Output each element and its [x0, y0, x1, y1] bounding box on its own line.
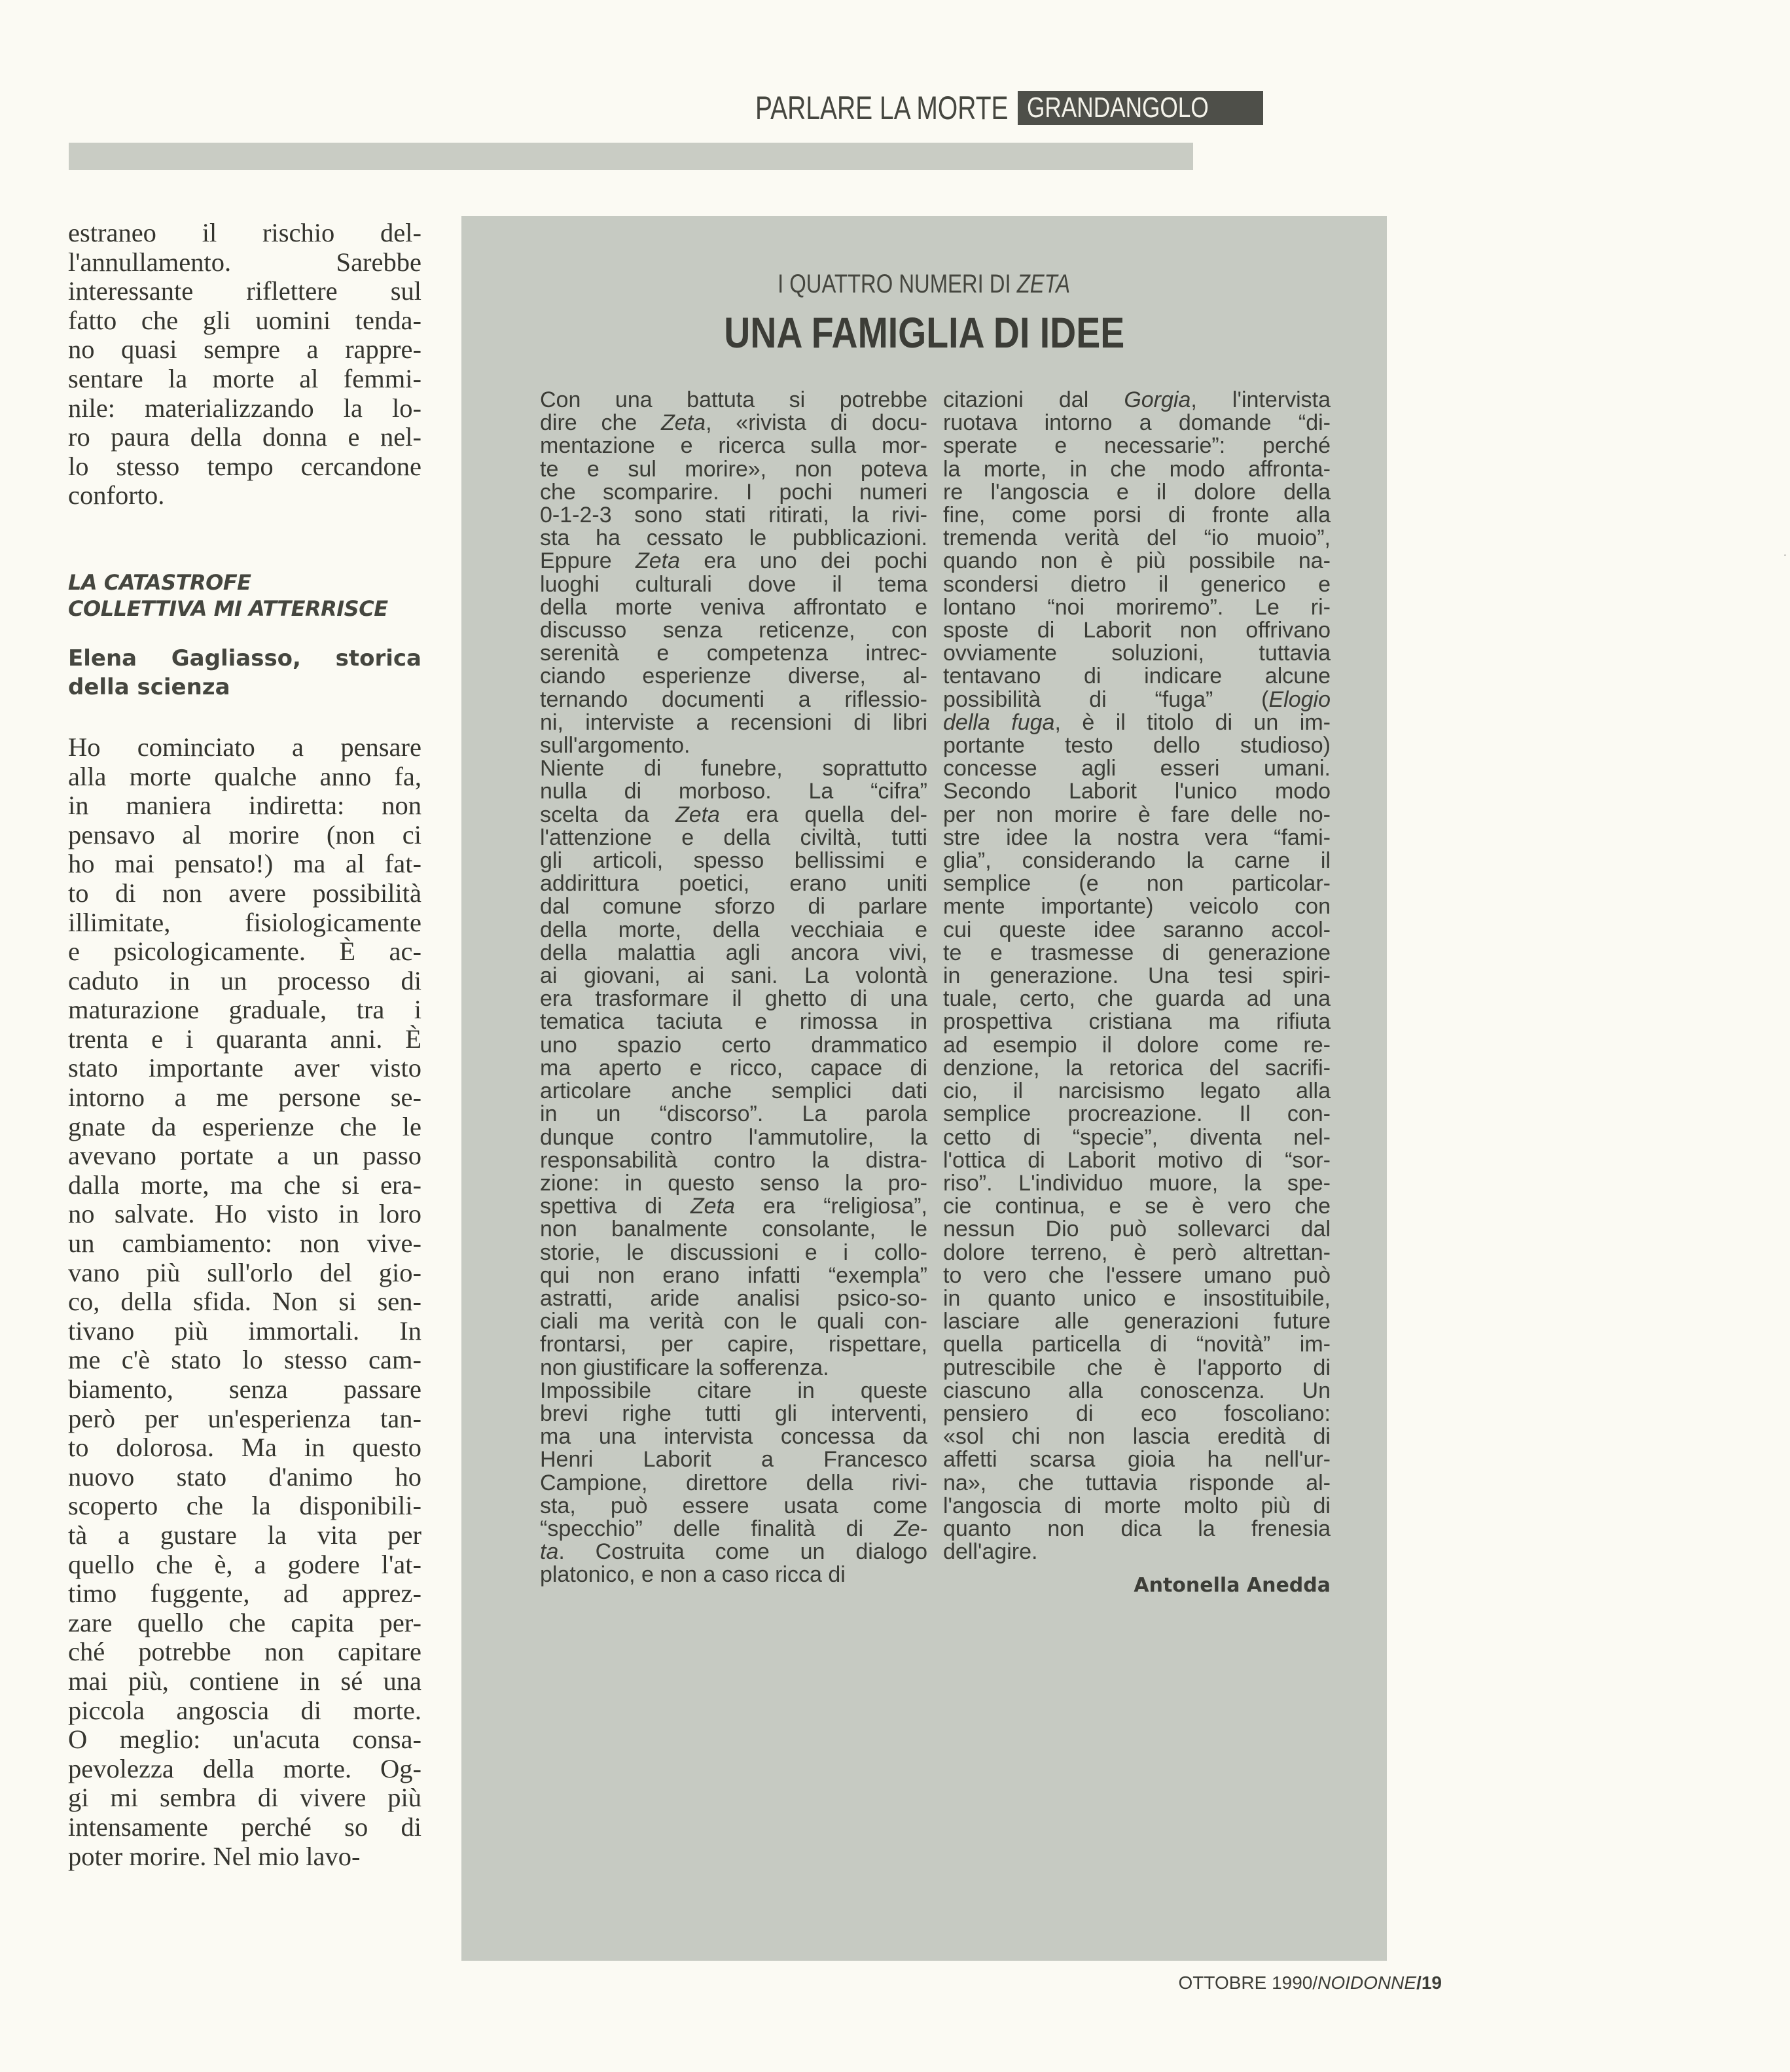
text-line: platonico, e non a caso ricca di [540, 1562, 846, 1588]
text-line: sta ha cessato le pubblicazioni. [540, 526, 927, 551]
text-line: gli articoli, spesso bellissimi e [540, 848, 927, 874]
box-column-2 [943, 389, 1331, 1598]
section-title: PARLARE LA MORTE [755, 90, 1009, 126]
intro-paragraph [68, 219, 421, 510]
text-line: biamento, senza passare [68, 1374, 421, 1404]
text-line: l'ottica di Laborit motivo di “sor- [943, 1147, 1331, 1173]
text-line: mente importante) veicolo con [943, 894, 1331, 920]
text-line: tematica taciuta e rimossa in [540, 1009, 927, 1035]
text-line: avevano portate a un passo [68, 1141, 421, 1171]
text-line: poter morire. Nel mio lavo- [68, 1841, 361, 1871]
text-line: O meglio: un'acuta consa- [68, 1724, 421, 1755]
text-line: quella particella di “novità” im- [943, 1332, 1331, 1357]
text-line: illimitate, fisiologicamente [68, 907, 421, 937]
text-line: scelta da Zeta era quella del- [540, 802, 928, 827]
text-line: per non morire è fare delle no- [943, 802, 1331, 827]
text-line: addirittura poetici, erano uniti [540, 871, 927, 897]
text-line: in generazione. Una tesi spiri- [943, 963, 1331, 989]
text-line: della malattia agli ancora vivi, [540, 940, 927, 965]
text-line: “specchio” delle finalità di Ze- [540, 1516, 927, 1541]
text-line: possibilità di “fuga” (Elogio [943, 687, 1331, 712]
main-article-column [68, 219, 421, 1871]
text-line: articolare anche semplici dati [540, 1079, 927, 1104]
text-line: ovviamente soluzioni, tuttavia [943, 641, 1331, 666]
body-paragraph [68, 733, 421, 1871]
text-line: un cambiamento: non vive- [68, 1228, 421, 1259]
section-tag [1018, 91, 1263, 125]
text-line: tà a gustare la vita per [68, 1520, 421, 1550]
text-line: te e sul morire», non poteva [540, 456, 927, 482]
text-line: gi mi sembra di vivere più [68, 1783, 421, 1813]
text-line: in quanto unico e insostituibile, [943, 1285, 1331, 1311]
text-line: lasciare alle generazioni future [943, 1309, 1331, 1334]
text-line: portante testo dello studioso) [943, 733, 1331, 759]
box-kicker: I QUATTRO NUMERI DI ZETA [778, 270, 1071, 298]
text-line: luoghi culturali dove il tema [540, 571, 927, 597]
text-line: dolore terreno, è però altrettan- [943, 1240, 1331, 1265]
text-line: non giustificare la sofferenza. [540, 1355, 829, 1380]
text-line: astratti, aride analisi psico-so- [540, 1285, 927, 1311]
text-line: cetto di “specie”, diventa nel- [943, 1124, 1331, 1150]
text-line: concesse agli esseri umani. [943, 756, 1331, 781]
text-line: nessun Dio può sollevarci dal [943, 1217, 1331, 1242]
text-line: l'angoscia di morte molto più di [943, 1493, 1331, 1518]
footer-magazine: NOIDONNE [1317, 1973, 1417, 1993]
text-line: ma una intervista concessa da [540, 1424, 927, 1450]
text-line: no quasi sempre a rappre- [68, 334, 421, 365]
text-line: nuovo stato d'animo ho [68, 1461, 421, 1491]
text-line: che scomparire. I pochi numeri [540, 479, 927, 505]
footer-page-number: /19 [1416, 1973, 1442, 1993]
text-line: brevi righe tutti gli interventi, [540, 1401, 927, 1426]
box-title-text: UNA FAMIGLIA DI IDEE [724, 308, 1124, 357]
text-line: Eppure Zeta era uno dei pochi [540, 548, 927, 574]
text-line: sentare la morte al femmi- [68, 363, 421, 393]
text-line: ternando documenti a riflessio- [540, 687, 927, 712]
text-line: quanto non dica la frenesia [943, 1516, 1331, 1541]
text-line: «sol chi non lascia eredità di [943, 1424, 1331, 1450]
decorative-band [69, 143, 1193, 170]
text-line: della morte veniva affrontato e [540, 594, 927, 620]
text-line: intorno a me persone se- [68, 1082, 421, 1113]
page-footer [1178, 1973, 1442, 1993]
text-line: me c'è stato lo stesso cam- [68, 1345, 421, 1375]
text-line: ni, interviste a recensioni di libri [540, 709, 927, 735]
text-line: intensamente perché so di [68, 1812, 421, 1842]
text-line: estraneo il rischio del- [68, 218, 421, 247]
text-line: caduto in un processo di [68, 965, 421, 995]
text-line: cui queste idee saranno accol- [943, 917, 1331, 942]
text-line: ciando esperienze diverse, al- [540, 664, 927, 689]
author-signature: Antonella Anedda [1134, 1574, 1331, 1598]
text-line: co, della sfida. Non si sen- [68, 1287, 421, 1317]
text-line: mai più, contiene in sé una [68, 1666, 421, 1696]
text-line: però per un'esperienza tan- [68, 1403, 421, 1433]
text-line: sta, può essere usata come [540, 1493, 927, 1518]
text-line: ché potrebbe non capitare [68, 1637, 421, 1667]
text-line: riso”. L'individuo muore, la spe- [943, 1170, 1331, 1196]
text-line: zione: in questo senso la pro- [540, 1170, 927, 1196]
box-column-1 [540, 389, 927, 1587]
article-subhead [68, 569, 421, 622]
text-line: nulla di morboso. La “cifra” [540, 779, 927, 804]
text-line: dal comune sforzo di parlare [540, 894, 927, 920]
sidebar-box [461, 216, 1787, 1961]
text-line: cio, il narcisismo legato alla [943, 1079, 1331, 1104]
text-line: ho mai pensato!) ma al fat- [68, 849, 421, 879]
subhead-line: COLLETTIVA MI ATTERRISCE [68, 596, 388, 621]
text-line: ruotava intorno a domande “di- [943, 410, 1331, 436]
interviewee-byline [68, 644, 421, 702]
text-line: denzione, la retorica del sacrifi- [943, 1055, 1331, 1081]
text-line: la morte, in che modo affronta- [943, 456, 1331, 482]
text-line: timo fuggente, ad apprez- [68, 1579, 421, 1609]
text-line: lo stesso tempo cercandone [68, 451, 421, 481]
text-line: ro paura della donna e nel- [68, 422, 421, 452]
text-line: fatto che gli uomini tenda- [68, 305, 421, 335]
text-line: Con una battuta si potrebbe [540, 387, 927, 412]
text-line: gnate da esperienze che le [68, 1111, 421, 1141]
text-line: pensiero di eco foscoliano: [943, 1401, 1331, 1426]
text-line: Ho cominciato a pensare [68, 732, 421, 762]
text-line: 0-1-2-3 sono stati ritirati, la rivi- [540, 503, 927, 528]
text-line: scondersi dietro il generico e [943, 571, 1331, 597]
text-line: semplice (e non particolar- [943, 871, 1331, 897]
text-line: semplice procreazione. Il con- [943, 1101, 1331, 1127]
text-line: re l'angoscia e il dolore della [943, 479, 1331, 505]
text-line: ta. Costruita come un dialogo [540, 1539, 927, 1565]
text-line: non banalmente consolante, le [540, 1217, 927, 1242]
text-line: l'attenzione e della civiltà, tutti [540, 825, 927, 850]
text-line: stre idee la nostra vera “fami- [943, 825, 1331, 850]
subhead-line: LA CATASTROFE [68, 569, 251, 595]
text-line: storie, le discussioni e i collo- [540, 1240, 927, 1265]
text-line: lontano “noi moriremo”. Le ri- [943, 594, 1331, 620]
text-line: responsabilità contro la distra- [540, 1147, 927, 1173]
text-line: sposte di Laborit non offrivano [943, 618, 1331, 643]
text-line: pevolezza della morte. Og- [68, 1753, 421, 1783]
print-speck: · [1783, 551, 1787, 561]
text-line: dell'agire. [943, 1539, 1038, 1565]
text-line: prospettiva cristiana ma rifiuta [943, 1009, 1331, 1035]
text-line: putrescibile che è l'apporto di [943, 1355, 1331, 1380]
text-line: serenità e competenza intrec- [540, 641, 927, 666]
text-line: sull'argomento. [540, 733, 690, 759]
text-line: to dolorosa. Ma in questo [68, 1433, 421, 1463]
text-line: zare quello che capita per- [68, 1607, 421, 1637]
text-line: Niente di funebre, soprattutto [540, 756, 927, 781]
text-line: dire che Zeta, «rivista di docu- [540, 410, 927, 436]
section-tag-label: GRANDANGOLO [1026, 92, 1209, 124]
text-line: tremenda verità del “io muoio”, [943, 526, 1331, 551]
text-line: ai giovani, ai sani. La volontà [540, 963, 927, 989]
text-line: citazioni dal Gorgia, l'intervista [943, 387, 1331, 412]
text-line: Henri Laborit a Francesco [540, 1447, 927, 1473]
text-line: nile: materializzando la lo- [68, 393, 421, 423]
text-line: conforto. [68, 480, 165, 510]
text-line: qui non erano infatti “exempla” [540, 1262, 927, 1288]
text-line: era trasformare il ghetto di una [540, 986, 927, 1012]
text-line: quando non è più possibile na- [943, 548, 1331, 574]
footer-date: OTTOBRE 1990/ [1178, 1973, 1318, 1993]
text-line: e psicologicamente. È ac- [68, 937, 421, 967]
text-line: trenta e i quaranta anni. È [68, 1024, 421, 1054]
text-line: della fuga, è il titolo di un im- [943, 709, 1331, 735]
text-line: alla morte qualche anno fa, [68, 761, 421, 791]
text-line: glia”, considerando la carne il [943, 848, 1331, 874]
text-line: pensavo al morire (non ci [68, 819, 421, 849]
text-line: Campione, direttore della rivi- [540, 1470, 927, 1495]
text-line: to vero che l'essere umano può [943, 1262, 1331, 1288]
text-line: Secondo Laborit l'unico modo [943, 779, 1331, 804]
text-line: mentazione e ricerca sulla mor- [540, 433, 927, 459]
text-line: maturazione graduale, tra i [68, 995, 421, 1025]
text-line: dunque contro l'ammutolire, la [540, 1124, 927, 1150]
text-line: tentavano di indicare alcune [943, 664, 1331, 689]
text-line: frontarsi, per capire, rispettare, [540, 1332, 927, 1357]
text-line: na», che tuttavia risponde al- [943, 1470, 1331, 1495]
text-line: Impossibile citare in queste [540, 1378, 927, 1403]
text-line: quello che è, a godere l'at- [68, 1549, 421, 1579]
text-line: discusso senza reticenze, con [540, 618, 927, 643]
text-line: dalla morte, ma che si era- [68, 1170, 421, 1200]
text-line: no salvate. Ho visto in loro [68, 1199, 421, 1229]
text-line: tuale, certo, che guarda ad una [943, 986, 1331, 1012]
text-line: vano più sull'orlo del gio- [68, 1257, 421, 1287]
byline-line: Elena Gagliasso, storica [68, 645, 421, 671]
text-line: ciascuno alla conoscenza. Un [943, 1378, 1331, 1403]
text-line: uno spazio certo drammatico [540, 1032, 927, 1058]
text-line: ciali ma verità con le quali con- [540, 1309, 927, 1334]
running-header [684, 89, 1263, 127]
text-line: te e trasmesse di generazione [943, 940, 1331, 965]
text-line: stato importante aver visto [68, 1053, 421, 1083]
text-line: sperate e necessarie”: perché [943, 433, 1331, 459]
byline-line: della scienza [68, 673, 230, 700]
box-title [461, 308, 1387, 357]
text-line: interessante riflettere sul [68, 276, 421, 306]
text-line: ad esempio il dolore come re- [943, 1032, 1331, 1058]
text-line: della morte, della vecchiaia e [540, 917, 927, 942]
text-line: piccola angoscia di morte. [68, 1695, 421, 1725]
text-line: tivano più immortali. In [68, 1315, 421, 1346]
text-line: ma aperto e ricco, capace di [540, 1055, 927, 1081]
text-line: affetti scarsa gioia ha nell'ur- [943, 1447, 1331, 1473]
text-line: scoperto che la disponibili- [68, 1491, 421, 1521]
text-line: fine, come porsi di fronte alla [943, 503, 1331, 528]
text-line: l'annullamento. Sarebbe [68, 247, 421, 277]
text-line: to di non avere possibilità [68, 878, 421, 908]
text-line: cie continua, e se è vero che [943, 1194, 1331, 1219]
text-line: in maniera indiretta: non [68, 791, 421, 821]
text-line: spettiva di Zeta era “religiosa”, [540, 1194, 928, 1219]
text-line: in un “discorso”. La parola [540, 1101, 927, 1127]
